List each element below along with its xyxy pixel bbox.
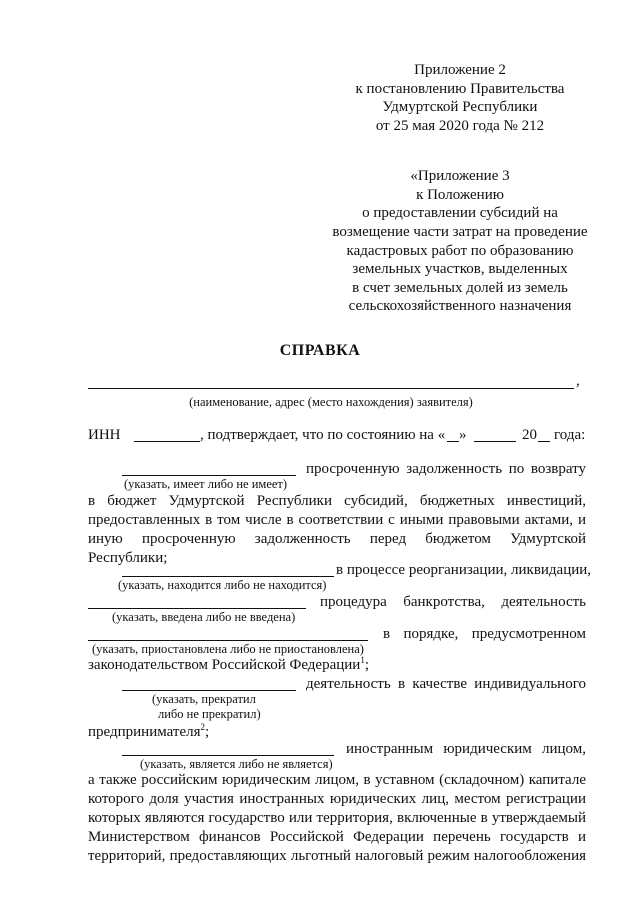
foreign-text: иностранным юридическим лицом, [346,741,586,757]
debt-text: просроченную задолженность по возврату [306,461,586,477]
quote-close: » [459,427,467,443]
order-text: в порядке, предусмотренном [383,626,586,642]
debt-blank-line [122,475,296,476]
appendix-3-line: кадастровых работ по образованию [346,243,574,259]
inn-label: ИНН [88,427,121,443]
order-blank-line [88,640,368,641]
appendix-3-line: о предоставлении субсидий на [362,205,558,221]
inn-blank-line [134,441,200,442]
appendix-2-line: Приложение 2 [414,62,506,78]
entrepreneur-blank-line [122,690,296,691]
year-blank-line [538,441,550,442]
reorg-blank-line [122,576,334,577]
year-suffix: года: [554,427,586,443]
foreign-line: а также российским юридическим лицом, в уставном (складочном) капитале [88,772,586,788]
law-text: законодательством Российской Федерации [88,657,361,673]
foreign-line: которого доля участия иностранных юридических лиц, местом регистрации [88,791,586,807]
appendix-2-line: к постановлению Правительства [355,81,565,97]
applicant-blank-line [88,388,574,389]
entrepreneur-last-text: предпринимателя [88,724,201,740]
foreign-line: территорий, предоставляющих льготный налоговый режим налогообложения [88,848,586,864]
entrepreneur-last-end: ; [205,724,210,740]
debt-hint: (указать, имеет либо не имеет) [124,477,288,491]
reorg-hint: (указать, находится либо не находится) [118,578,327,592]
law-end: ; [364,657,369,673]
foreign-hint: (указать, является либо не является) [140,757,333,771]
appendix-3-line: возмещение части затрат на проведение [332,224,588,240]
footnote-1-marker: 1 [360,655,365,665]
appendix-3-line: сельскохозяйственного назначения [348,298,572,314]
debt-line: в бюджет Удмуртской Республики субсидий, бюджетных инвестиций, [88,493,586,509]
foreign-line: Министерством финансов Российской Федерации перечень государств и [88,829,586,845]
year-prefix: 20 [522,427,537,443]
appendix-3-line: к Положению [416,187,504,203]
footnote-2-marker: 2 [200,722,205,732]
appendix-3-line: «Приложение 3 [410,168,510,184]
reorg-text: в процессе реорганизации, ликвидации, [336,562,592,578]
entrepreneur-text: деятельность в качестве индивидуального [306,676,586,692]
applicant-hint: (наименование, адрес (место нахождения) заявителя) [189,395,473,409]
month-blank-line [474,441,516,442]
applicant-comma: , [576,373,580,389]
debt-line: предоставленных в том числе в соответствии с иными правовыми актами, и [88,512,586,528]
day-blank-line [447,441,459,442]
order-hint: (указать, приостановлена либо не приостановлена) [92,642,364,656]
law-line [88,656,369,675]
foreign-blank-line [122,755,334,756]
bankrupt-blank-line [88,608,306,609]
entrepreneur-hint: (указать, прекратил [152,692,256,706]
appendix-3-line: в счет земельных долей из земель [352,280,568,296]
entrepreneur-last-line [88,723,209,742]
debt-line: иную просроченную задолженность перед бюджетом Удмуртской [88,531,586,547]
bankrupt-hint: (указать, введена либо не введена) [112,610,296,624]
entrepreneur-hint: либо не прекратил) [158,707,261,721]
appendix-2-line: Удмуртской Республики [382,99,538,115]
appendix-3-line: земельных участков, выделенных [352,261,568,277]
foreign-line: которых являются государство или территория, включенные в утверждаемый [88,810,586,826]
appendix-2-line: от 25 мая 2020 года № 212 [375,118,545,134]
inn-statement: , подтверждает, что по состоянию на « [200,427,446,443]
document-title: СПРАВКА [279,342,361,359]
bankrupt-text: процедура банкротства, деятельность [320,594,586,610]
debt-last-line: Республики; [88,550,168,566]
